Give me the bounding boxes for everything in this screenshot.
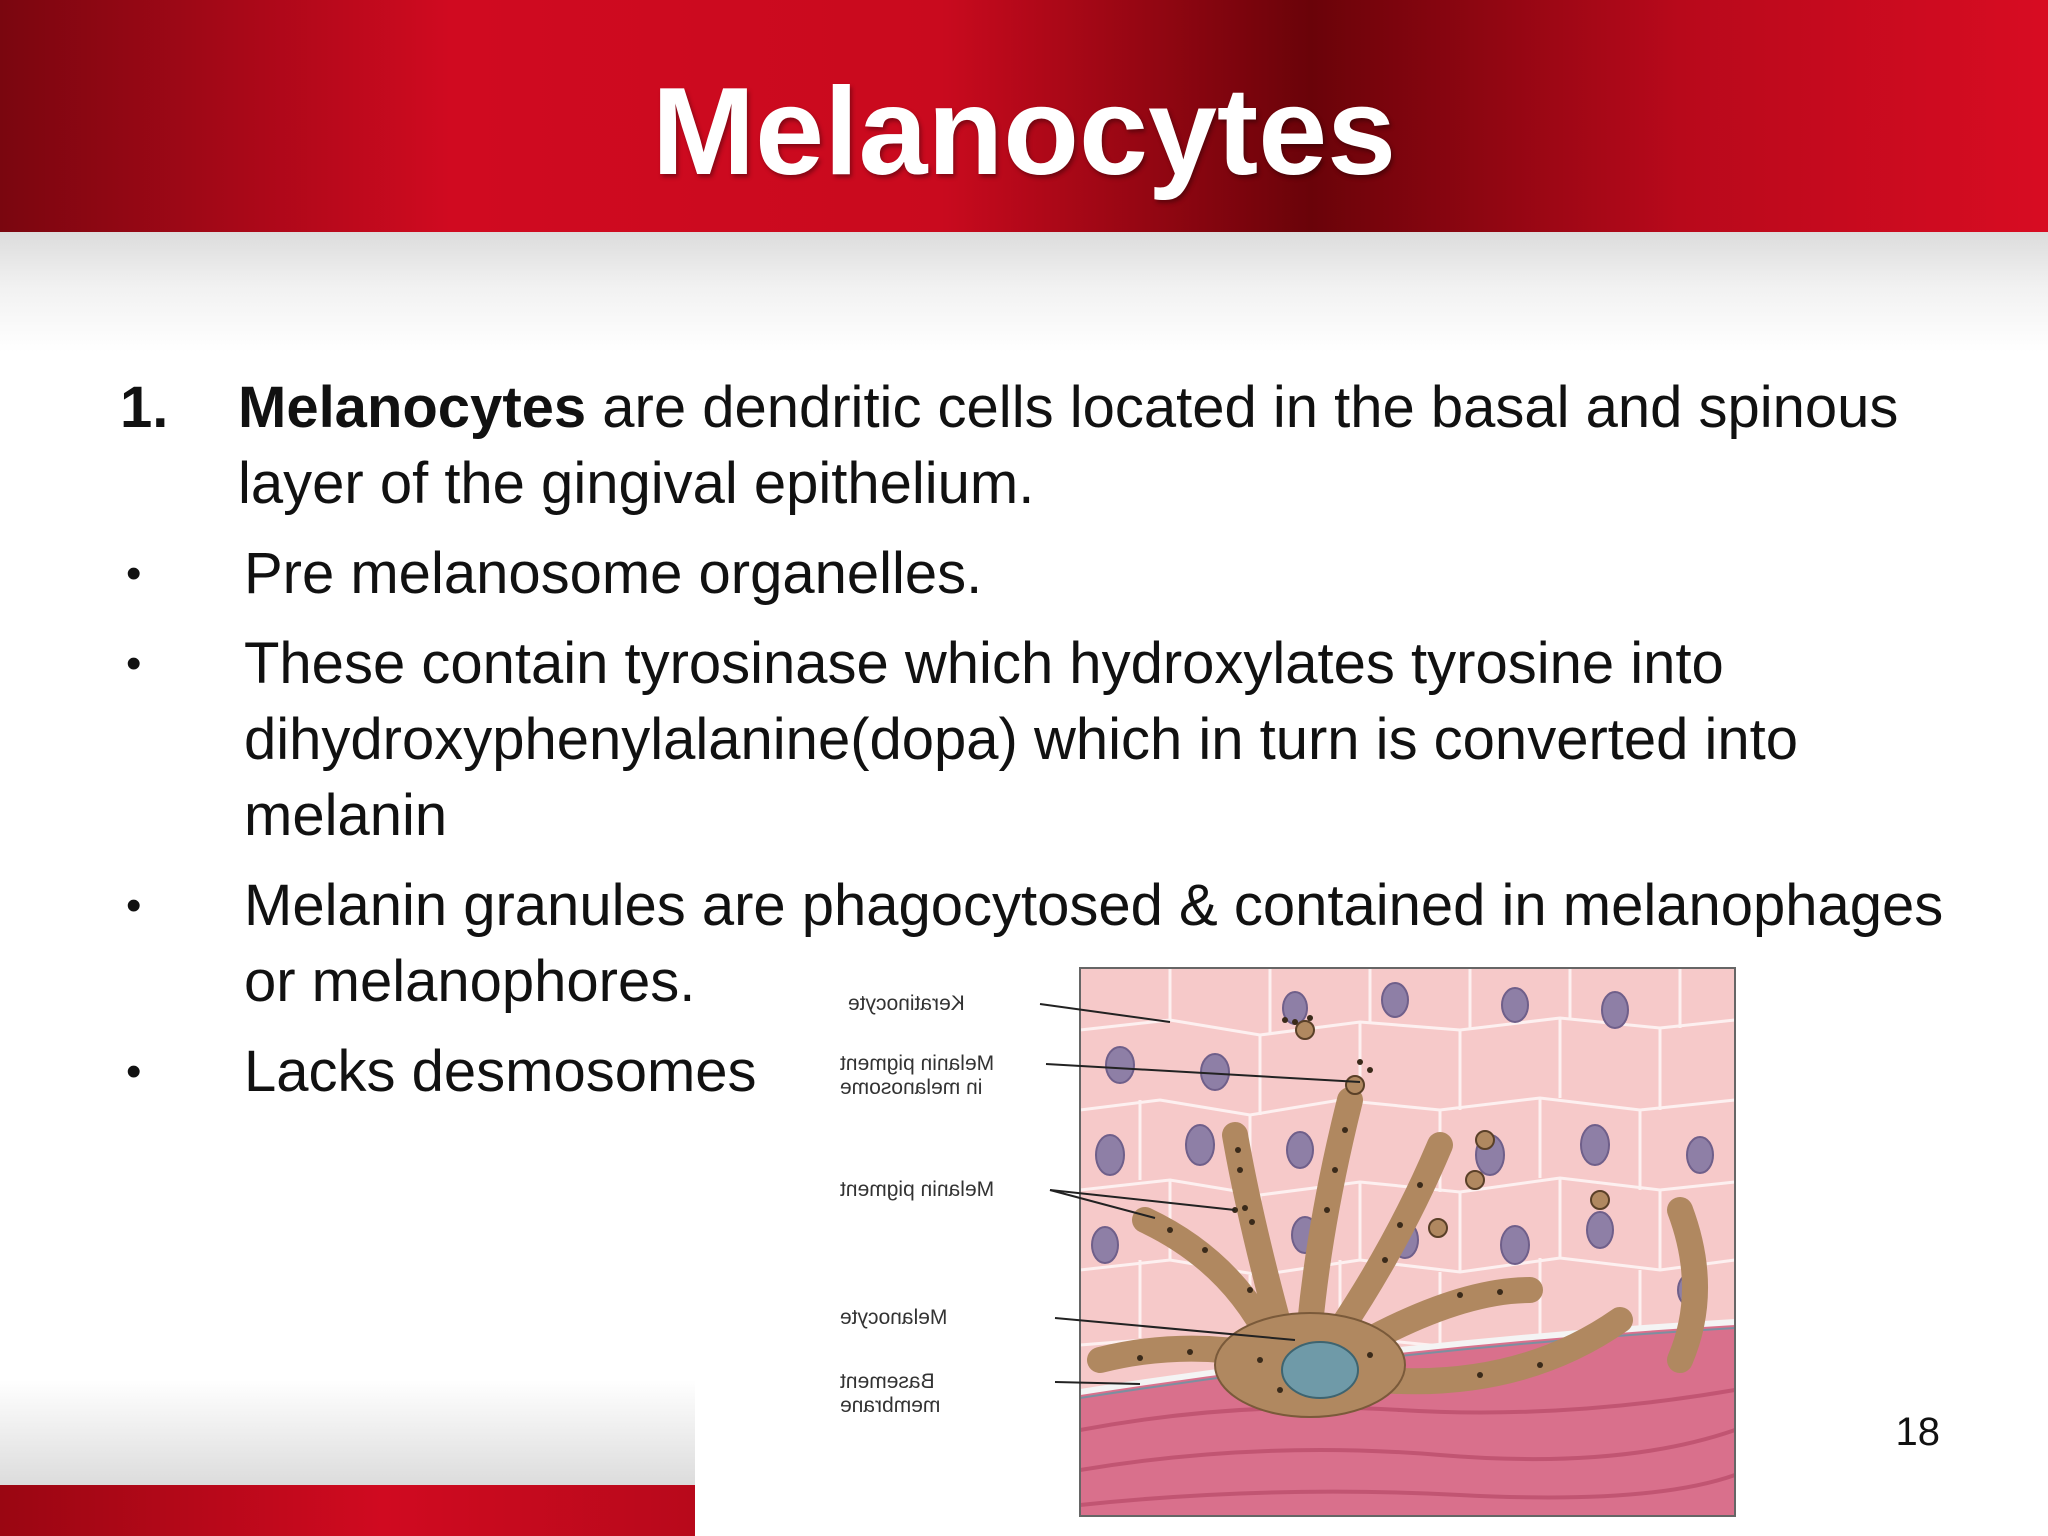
footer-gray-band (0, 1380, 695, 1485)
melanocyte-illustration (840, 960, 1840, 1520)
label-basement-membrane: Basement membrane (840, 1370, 941, 1417)
bullet-icon: • (126, 549, 142, 598)
bullet-text: These contain tyrosinase which hydroxylates tyrosine into dihydroxyphenylalanine(dopa) which in turn is converted into melanin (244, 631, 1799, 848)
bullet-item (120, 536, 1950, 612)
item-number: 1. (120, 375, 169, 440)
item-text (238, 370, 1950, 522)
label-melanocyte: Melanocyte (840, 1306, 948, 1329)
label-keratinocyte: Keratinocyte (848, 992, 965, 1015)
label-melanin-pigment: Melanin pigment (840, 1178, 995, 1201)
bullet-text: Melanin granules are phagocytosed & contained in melanophages or melanophores. (244, 873, 1944, 1014)
bullet-item (120, 626, 1950, 854)
footer-red-band (0, 1485, 695, 1536)
bullet-text: Lacks desmosomes (244, 1039, 757, 1104)
bullet-icon: • (126, 639, 142, 688)
melanocyte-diagram (840, 960, 1840, 1520)
item-text-rest: are dendritic cells located in the basal and spinous layer of the gingival epithelium. (238, 375, 1899, 516)
melanocyte-nucleus (1282, 1342, 1358, 1398)
bullet-icon: • (126, 1047, 142, 1096)
bullet-text: Pre melanosome organelles. (244, 541, 983, 606)
label-pigment-in-melanosome: Melanin pigment in melanosome (840, 1052, 995, 1099)
title-shadow (0, 232, 2048, 352)
bullet-icon: • (126, 881, 142, 930)
slide-title: Melanocytes (651, 63, 1397, 201)
page-number: 18 (1895, 1410, 1940, 1454)
numbered-item-1 (120, 370, 1950, 522)
item-bold-term: Melanocytes (238, 375, 587, 440)
